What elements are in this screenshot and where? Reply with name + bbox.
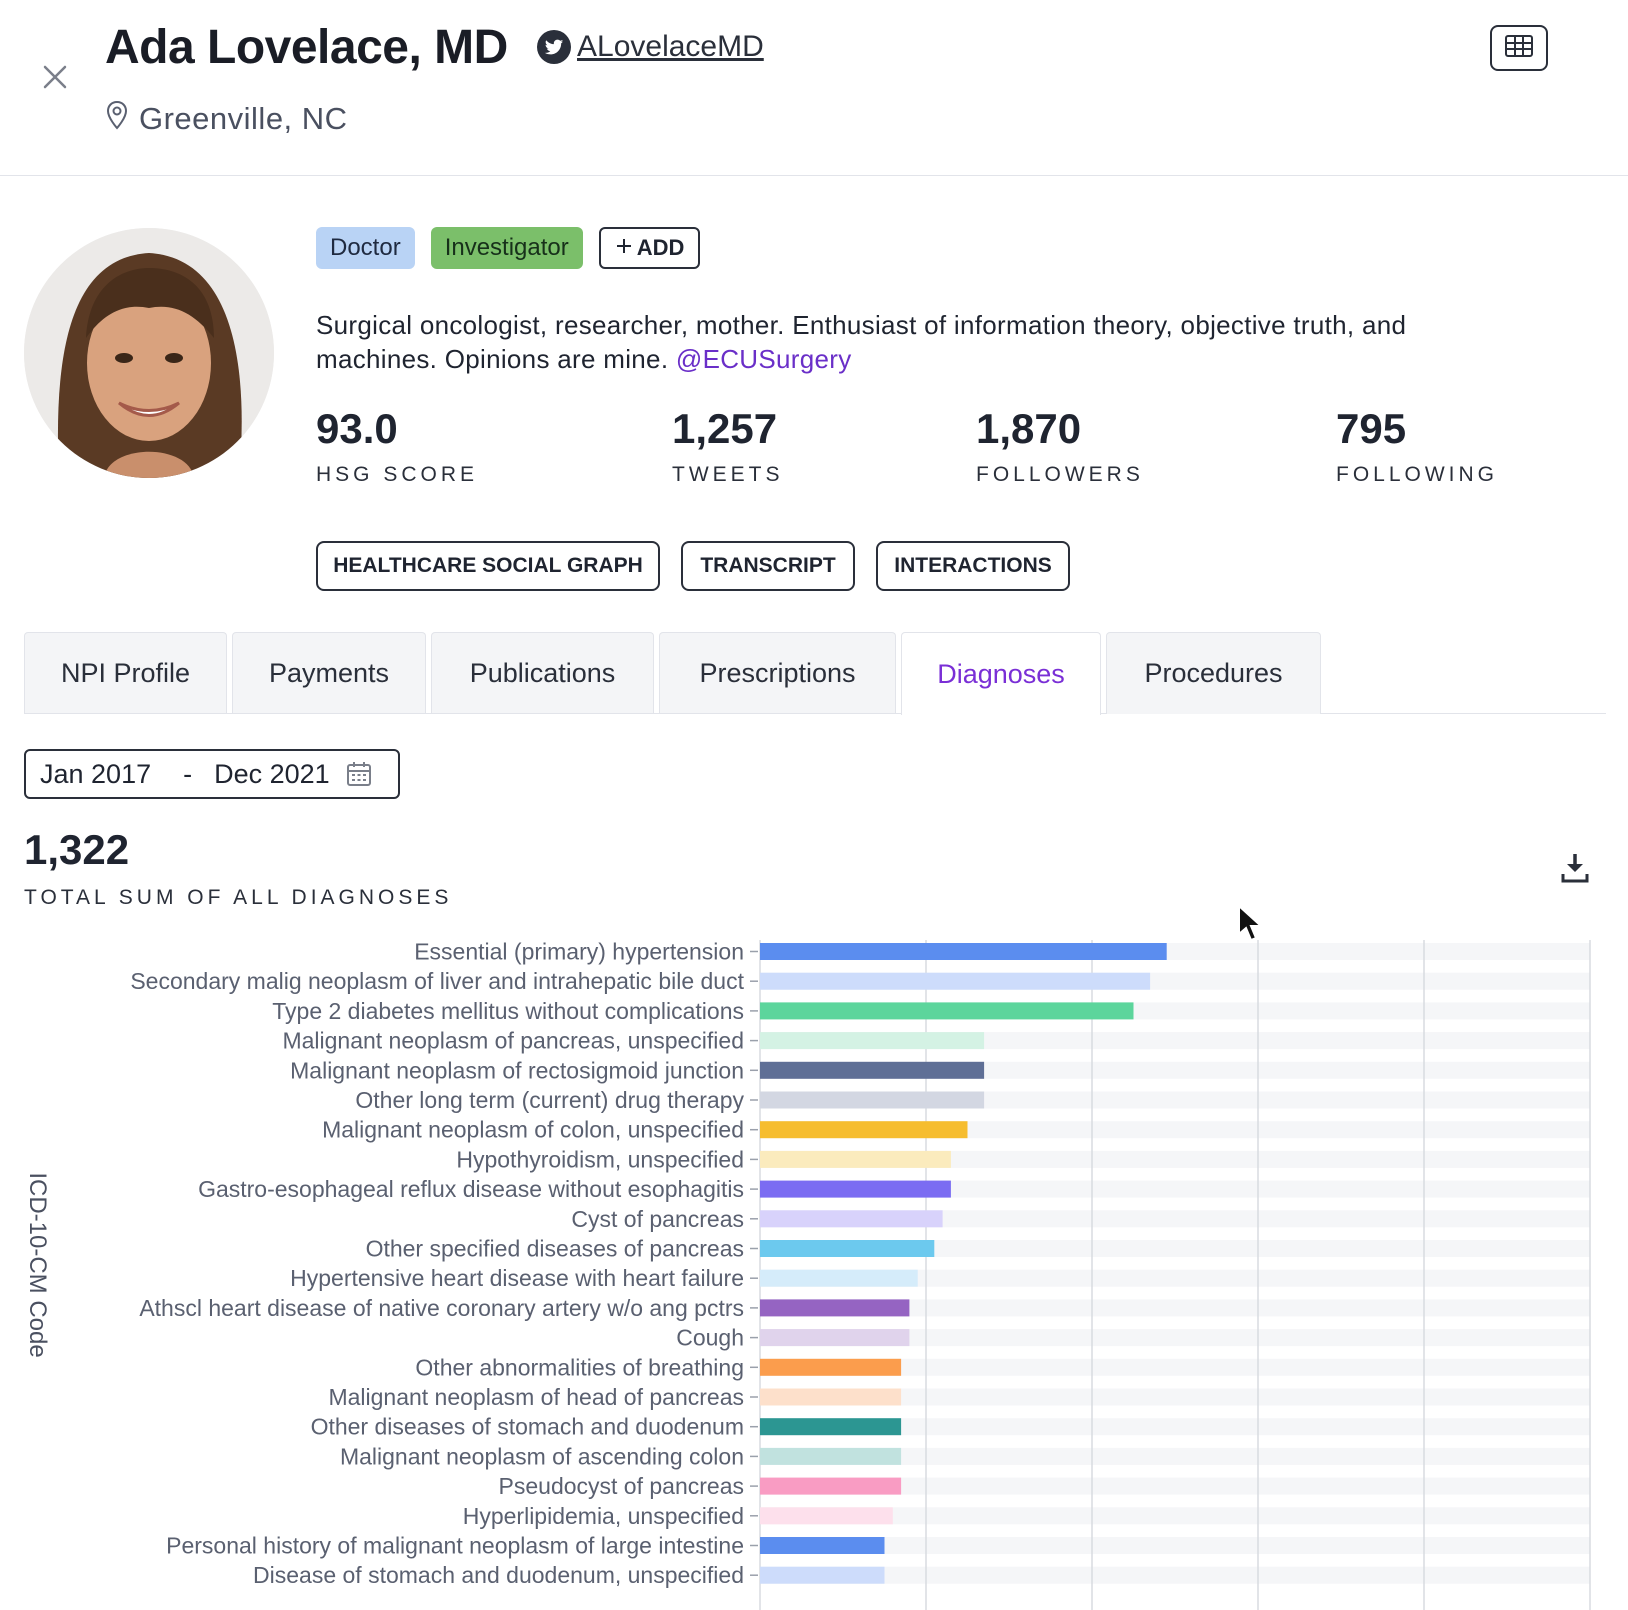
diagnoses-bar-chart <box>0 940 1628 1610</box>
tab-prescriptions[interactable]: Prescriptions <box>659 632 896 714</box>
category-label: Hypertensive heart disease with heart failure <box>290 1265 744 1292</box>
bar[interactable] <box>760 1151 951 1168</box>
category-label: Type 2 diabetes mellitus without complications <box>272 997 744 1024</box>
bar[interactable] <box>760 1389 901 1406</box>
location <box>105 100 348 138</box>
category-label: Other diseases of stomach and duodenum <box>310 1413 744 1440</box>
bar[interactable] <box>760 1329 909 1346</box>
stat-followers <box>976 405 1144 487</box>
bar[interactable] <box>760 1478 901 1495</box>
category-label: Pseudocyst of pancreas <box>498 1473 744 1500</box>
bar[interactable] <box>760 1270 918 1287</box>
bar[interactable] <box>760 1507 893 1524</box>
twitter-icon <box>537 30 571 64</box>
twitter-link[interactable] <box>537 30 764 64</box>
bar[interactable] <box>760 1092 984 1109</box>
bar[interactable] <box>760 1448 901 1465</box>
profile-name: Ada Lovelace, MD <box>105 21 508 74</box>
category-label: Essential (primary) hypertension <box>414 940 744 965</box>
tag-doctor[interactable]: Doctor <box>316 227 415 269</box>
date-range-picker[interactable] <box>24 749 400 799</box>
stat-following <box>1336 405 1498 487</box>
bar[interactable] <box>760 1210 943 1227</box>
stat-label: HSG SCORE <box>316 463 479 486</box>
tag-investigator[interactable]: Investigator <box>431 227 583 269</box>
calendar-icon <box>346 761 372 787</box>
tab-diagnoses[interactable]: Diagnoses <box>901 632 1101 715</box>
stat-value: 1,257 <box>672 405 778 452</box>
bar[interactable] <box>760 1032 984 1049</box>
add-label: ADD <box>636 235 685 260</box>
bar[interactable] <box>760 1062 984 1079</box>
twitter-handle[interactable]: ALovelaceMD <box>577 30 764 63</box>
total-diagnoses-label: TOTAL SUM OF ALL DIAGNOSES <box>24 886 453 909</box>
bio <box>316 308 1496 376</box>
category-label: Malignant neoplasm of ascending colon <box>339 1443 744 1470</box>
stat-label: FOLLOWERS <box>976 463 1144 486</box>
date-separator: - <box>183 758 193 789</box>
category-label: Malignant neoplasm of pancreas, unspecified <box>282 1027 744 1054</box>
stat-label: FOLLOWING <box>1336 463 1499 486</box>
category-label: Athscl heart disease of native coronary artery w/o ang pctrs <box>139 1294 744 1321</box>
transcript-button[interactable]: TRANSCRIPT <box>681 541 855 591</box>
diagnoses-chart <box>0 940 1628 1610</box>
category-label: Malignant neoplasm of colon, unspecified <box>322 1116 744 1143</box>
bar[interactable] <box>760 1567 885 1584</box>
bar[interactable] <box>760 973 1150 990</box>
tab-payments[interactable]: Payments <box>232 632 426 714</box>
category-label: Hypothyroidism, unspecified <box>456 1146 744 1173</box>
category-label: Secondary malig neoplasm of liver and intrahepatic bile duct <box>130 968 744 995</box>
category-label: Cough <box>676 1324 744 1351</box>
avatar <box>24 228 274 478</box>
table-icon <box>1505 35 1533 62</box>
bar[interactable] <box>760 943 1167 960</box>
tag-list <box>316 227 700 269</box>
category-label: Malignant neoplasm of head of pancreas <box>328 1384 744 1410</box>
date-end: Dec 2021 <box>214 758 330 789</box>
category-label: Cyst of pancreas <box>571 1205 744 1232</box>
table-view-button[interactable] <box>1490 25 1548 71</box>
total-diagnoses-value: 1,322 <box>24 826 130 873</box>
bar[interactable] <box>760 1240 934 1257</box>
category-label: Other abnormalities of breathing <box>415 1354 744 1381</box>
mouse-cursor <box>1236 904 1264 944</box>
tab-procedures[interactable]: Procedures <box>1106 632 1321 714</box>
bar[interactable] <box>760 1002 1134 1019</box>
location-text: Greenville, NC <box>139 101 348 136</box>
plus-icon <box>615 235 633 261</box>
category-label: Personal history of malignant neoplasm of large intestine <box>166 1532 744 1559</box>
bar[interactable] <box>760 1181 951 1198</box>
location-pin-icon <box>105 100 129 138</box>
bar[interactable] <box>760 1418 901 1435</box>
category-label: Gastro-esophageal reflux disease without esophagitis <box>198 1176 744 1203</box>
interactions-button[interactable]: INTERACTIONS <box>876 541 1070 591</box>
stat-label: TWEETS <box>672 463 784 486</box>
header-divider <box>0 175 1628 176</box>
bar[interactable] <box>760 1537 885 1554</box>
bar[interactable] <box>760 1299 909 1316</box>
bar[interactable] <box>760 1121 968 1138</box>
category-label: Disease of stomach and duodenum, unspecified <box>253 1562 744 1589</box>
stat-value: 1,870 <box>976 405 1082 452</box>
stat-hsg-score <box>316 405 478 487</box>
close-icon[interactable] <box>40 62 70 92</box>
tab-npi-profile[interactable]: NPI Profile <box>24 632 227 714</box>
date-start: Jan 2017 <box>40 758 152 789</box>
tab-publications[interactable]: Publications <box>431 632 654 714</box>
stat-value: 93.0 <box>316 405 398 452</box>
healthcare-social-graph-button[interactable]: HEALTHCARE SOCIAL GRAPH <box>316 541 660 591</box>
stat-tweets <box>672 405 784 487</box>
tabs-underline <box>24 713 1606 714</box>
bio-text: Surgical oncologist, researcher, mother. Enthusiast of information theory, objective truth, and machines. Opinions are mine. <box>316 310 1407 374</box>
bio-mention-link[interactable]: @ECUSurgery <box>675 344 852 374</box>
download-icon[interactable] <box>1560 852 1590 884</box>
category-label: Other long term (current) drug therapy <box>355 1087 744 1113</box>
category-label: Other specified diseases of pancreas <box>365 1235 744 1262</box>
add-tag-button[interactable] <box>599 227 701 269</box>
stat-value: 795 <box>1336 405 1407 452</box>
category-label: Hyperlipidemia, unspecified <box>462 1502 744 1529</box>
chart-ylabel: ICD-10-CM Code <box>24 1172 51 1358</box>
category-label: Malignant neoplasm of rectosigmoid junction <box>290 1057 744 1084</box>
bar[interactable] <box>760 1359 901 1376</box>
